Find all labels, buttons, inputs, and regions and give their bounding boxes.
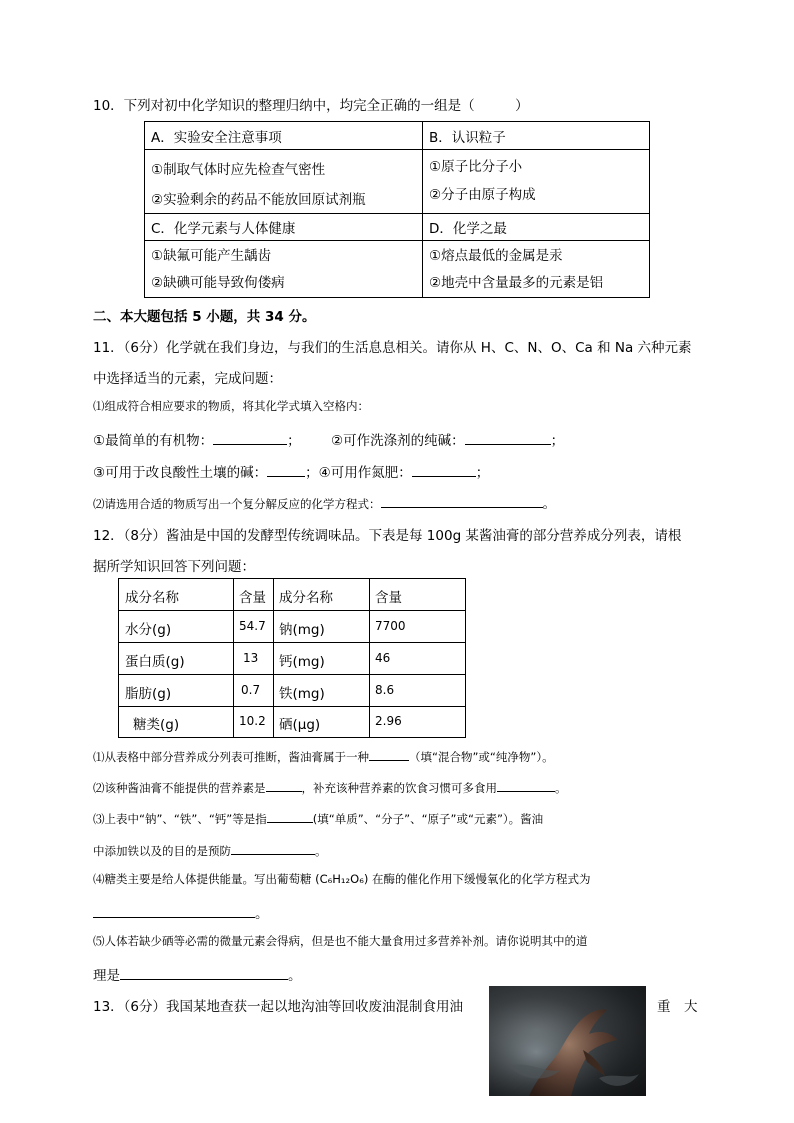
table-cell: 钙(mg)	[279, 654, 325, 670]
q12-header-name-1: 成分名称	[125, 590, 179, 606]
q11-semicolon-2: ；	[550, 433, 565, 449]
q12-p1-text: ⑴从表格中部分营养成分列表可推断，酱油膏属于一种	[93, 750, 369, 764]
q10-b-item-2: ②分子由原子构成	[429, 187, 536, 203]
q11-item-1: ①最简单的有机物：	[93, 433, 214, 449]
table-cell: 0.7	[241, 683, 261, 697]
q12-header-name-2: 成分名称	[279, 590, 333, 606]
q12-stem-line-1: 12．（8分）酱油是中国的发酵型传统调味品。下表是每 100g 某酱油膏的部分营养成分列表，请根	[93, 528, 682, 544]
table-cell: 54.7	[239, 619, 266, 633]
q10-a-title: A．实验安全注意事项	[151, 130, 282, 146]
q12-header-amount-2: 含量	[375, 590, 402, 606]
q11-row-2	[93, 461, 489, 481]
q11-row-1b	[331, 429, 564, 449]
q12-p2-text: ⑵该种酱油膏不能提供的营养素是	[93, 781, 266, 795]
q12-p3-text: ⑶上表中“钠”、“铁”、“钙”等是指	[93, 812, 267, 826]
table-cell: 蛋白质(g)	[125, 654, 185, 670]
q12-p3-end: 。	[315, 844, 327, 858]
q12-part-3	[93, 808, 543, 827]
q12-header-amount-1: 含量	[239, 590, 266, 606]
q11-period: 。	[542, 496, 556, 512]
q11-stem-line-1: 11．（6分）化学就在我们身边，与我们的生活息息相关。请你从 H、C、N、O、Ca 和 Na 六种元素	[93, 340, 692, 356]
q12-part-5: ⑸人体若缺少硒等必需的微量元素会得病，但是也不能大量食用过多营养补剂。请你说明其中的道	[93, 934, 588, 948]
glucose-formula: C₆H₁₂O₆	[319, 872, 364, 886]
q12-part-3-cont	[93, 840, 327, 859]
q12-blank-2[interactable]	[266, 777, 302, 792]
q12-p5-end: 。	[288, 968, 302, 984]
q11-row-3	[93, 492, 556, 512]
section-2-header: 二、本大题包括 5 小题，共 34 分。	[93, 309, 316, 325]
table-cell: 8.6	[375, 683, 395, 697]
q11-part-1: ⑴组成符合相应要求的物质，将其化学式填入空格内：	[93, 399, 369, 413]
q12-blank-5[interactable]	[231, 840, 315, 855]
q12-p2-end: 。	[555, 781, 567, 795]
q10-c-item-2: ②缺碘可能导致佝偻病	[151, 275, 285, 291]
q11-semicolon-4: ；	[475, 465, 490, 481]
q12-p4-end: 。	[255, 906, 269, 922]
q11-blank-1[interactable]	[213, 430, 287, 445]
q12-blank-3[interactable]	[497, 777, 555, 792]
q10-c-item-1: ①缺氟可能产生龋齿	[151, 248, 272, 264]
q10-d-item-1: ①熔点最低的金属是汞	[429, 248, 563, 264]
q11-row-1	[93, 429, 301, 449]
q11-blank-5[interactable]	[381, 493, 543, 508]
q12-p1-tail: （填“混合物”或“纯净物”）。	[409, 750, 554, 764]
q10-d-title: D．化学之最	[429, 221, 507, 237]
q12-part-4-answer	[93, 902, 269, 922]
q11-blank-2[interactable]	[465, 430, 551, 445]
q12-stem-line-2: 据所学知识回答下列问题：	[93, 559, 255, 575]
q12-part-4	[93, 871, 590, 887]
q11-blank-3[interactable]	[267, 462, 305, 477]
q13-stem: 13．（6分）我国某地查获一起以地沟油等回收废油混制食用油	[93, 999, 464, 1015]
table-cell: 13	[243, 651, 259, 665]
q10-c-title: C．化学元素与人体健康	[151, 221, 296, 237]
q12-nutrition-table	[118, 578, 466, 738]
q11-blank-4[interactable]	[412, 462, 476, 477]
q12-p4-text: ⑷糖类主要是给人体提供能量。写出葡萄糖 (	[93, 872, 320, 886]
q11-semicolon-1: ；	[287, 433, 301, 449]
q13-tail-1: 重	[657, 999, 671, 1015]
q10-stem: 10．下列对初中化学知识的整理归纳中，均完全正确的一组是（ ）	[93, 98, 529, 114]
q12-p3-cont-text: 中添加铁以及的目的是预防	[93, 844, 231, 858]
table-cell: 钠(mg)	[279, 622, 325, 638]
table-cell: 糖类(g)	[133, 717, 180, 733]
q12-part-1	[93, 746, 554, 765]
q12-part-5-cont	[93, 964, 302, 984]
q12-p3-tail: (填“单质”、“分子”、“原子”或“元素”）。酱油	[312, 812, 544, 826]
table-cell: 7700	[375, 619, 406, 633]
q12-p5-cont-text: 理是	[93, 968, 120, 984]
q11-item-4: ；④可用作氮肥：	[305, 465, 412, 481]
q12-p2-mid: ，补充该种营养素的饮食习惯可多食用	[301, 781, 497, 795]
q11-item-3: ③可用于改良酸性土壤的碱：	[93, 465, 268, 481]
q11-stem-line-2: 中选择适当的元素，完成问题：	[93, 371, 282, 387]
q12-blank-4[interactable]	[267, 808, 313, 823]
q12-blank-1[interactable]	[369, 746, 409, 761]
q10-a-item-2: ②实验剩余的药品不能放回原试剂瓶	[151, 192, 366, 208]
table-cell: 铁(mg)	[279, 686, 325, 702]
q11-item-2: ②可作洗涤剂的纯碱：	[331, 433, 465, 449]
table-cell: 46	[375, 651, 391, 665]
q12-p4-tail: ) 在酶的催化作用下缓慢氧化的化学方程式为	[363, 872, 591, 886]
table-cell: 硒(μg)	[279, 717, 321, 733]
q12-part-2	[93, 777, 567, 796]
q12-blank-6[interactable]	[93, 903, 255, 918]
q13-tail-2: 大	[684, 999, 698, 1015]
q10-b-title: B．认识粒子	[429, 130, 506, 146]
table-cell: 2.96	[375, 714, 402, 728]
q10-d-item-2: ②地壳中含量最多的元素是铝	[429, 275, 604, 291]
q12-blank-7[interactable]	[120, 965, 288, 980]
waste-oil-hand-illustration	[489, 986, 646, 1096]
table-cell: 10.2	[239, 714, 266, 728]
waste-oil-photo	[489, 986, 646, 1096]
q11-part-2: ⑵请选用合适的物质写出一个复分解反应的化学方程式：	[93, 497, 381, 511]
q10-table	[144, 121, 650, 298]
table-cell: 水分(g)	[125, 622, 172, 638]
table-cell: 脂肪(g)	[125, 686, 172, 702]
q10-a-item-1: ①制取气体时应先检查气密性	[151, 162, 326, 178]
q10-b-item-1: ①原子比分子小	[429, 159, 523, 175]
